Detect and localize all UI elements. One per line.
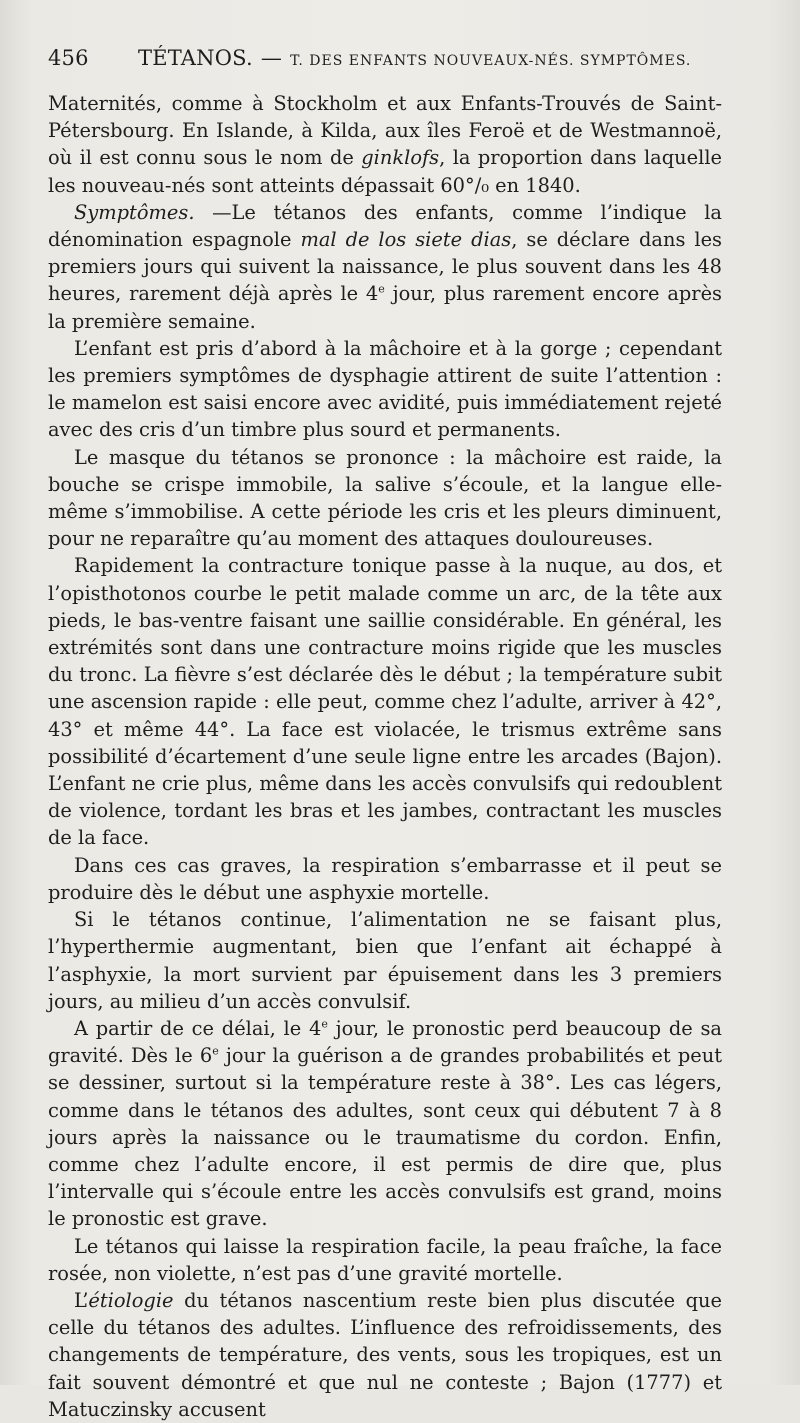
text-run: L’ — [74, 1288, 89, 1312]
paragraph: Le masque du tétanos se prononce : la mâchoire est raide, la bouche se crispe immobile, la salive s’écoule, et la langue elle-même s’immobilise. A cette période les cris et les pleurs diminuent, pour ne reparaître qu’au moment des attaques douloureuses. — [48, 445, 722, 551]
text-run: , se déclare dans les premiers jours qui suivent la naissance, le plus souvent dans les 48 heures, rarement déjà après le 4 — [48, 228, 723, 306]
text-run: Maternités, comme à Stockholm et aux Enfants-Trouvés de Saint-Pétersbourg. En Islande, à Kilda, aux îles Feroë et de Westmannoë, où il est connu sous le nom de — [48, 92, 722, 170]
paragraph: Dans ces cas graves, la respiration s’embarrasse et il peut se produire dès le début une asphyxie mortelle. — [48, 853, 722, 904]
text-run: , la proportion dans laquelle les nouveau-nés sont atteints dépassait 60°/₀ en 1840. — [48, 146, 722, 197]
text-run: jour, le pronostic perd beaucoup de sa gravité. Dès le 6 — [48, 1016, 722, 1068]
paragraph: Rapidement la contracture tonique passe à la nuque, au dos, et l’opisthotonos courbe le petit malade comme un arc, de la tête aux pieds, le bas-ventre faisant une saillie considérable. En général, les extrémités sont dans une contracture moins rigide que les muscles du tronc. La fièvre s’est déclarée dès le début ; la température subit une ascension rapide : elle peut, comme chez l’adulte, arriver à 42°, 43° et même 44°. La face est violacée, le trismus extrême sans possibilité d’écartement d’une seule ligne entre les arcades (Bajon). L’enfant ne crie plus, même dans les accès convulsifs qui redoublent de violence, tordant les bras et les jambes, contractant les muscles de la face. — [48, 554, 722, 850]
header-subtitle: T. DES ENFANTS NOUVEAUX-NÉS. SYMPTÔMES. — [290, 53, 692, 69]
paragraph: Le tétanos qui laisse la respiration facile, la peau fraîche, la face rosée, non violette, n’est pas d’une gravité mortelle. — [48, 1234, 722, 1285]
superscript: e — [378, 282, 385, 296]
page-number: 456 — [48, 46, 89, 70]
paragraph-symptoms — [48, 199, 722, 335]
paragraph-prognosis — [48, 1015, 722, 1233]
text-run: —Le tétanos des enfants, comme l’indique la dénomination espagnole — [48, 200, 722, 252]
text-run: A partir de ce délai, le 4 — [74, 1016, 322, 1040]
superscript: e — [321, 1017, 328, 1031]
paragraph-etiology — [48, 1287, 722, 1423]
superscript: e — [212, 1044, 219, 1058]
section-heading-symptomes: Symptômes. — [74, 200, 195, 224]
body-text — [48, 90, 722, 1423]
section-heading-etiologie: étiologie — [88, 1288, 174, 1312]
paragraph: Si le tétanos continue, l’alimentation ne se faisant plus, l’hyperthermie augmentant, bien que l’enfant ait échappé à l’asphyxie, la mort survient par épuisement dans les 3 premiers jours, au milieu d’un accès convulsif. — [48, 908, 722, 1013]
italic-term: ginklofs — [361, 146, 440, 170]
text-run: jour, plus rarement encore après la première semaine. — [48, 282, 722, 333]
header-separator: — — [260, 46, 283, 70]
header-title: TÉTANOS. — [138, 46, 253, 70]
paragraph: L’enfant est pris d’abord à la mâchoire et à la gorge ; cependant les premiers symptômes de dysphagie attirent de suite l’attention : le mamelon est saisi encore avec avidité, puis immédiatement rejeté avec des cris d’un timbre plus sourd et permanents. — [48, 336, 722, 442]
italic-term: mal de los siete dias — [300, 228, 512, 252]
text-run: du tétanos nascentium reste bien plus discutée que celle du tétanos des adultes. L’influence des refroidissements, des changements de température, des vents, sous les tropiques, est un fait souvent démontré et que nul ne conteste ; Bajon (1777) et Matuczinsky accusent — [48, 1288, 722, 1421]
running-header — [48, 46, 722, 90]
paragraph-continuation — [48, 90, 722, 199]
running-title — [138, 46, 691, 70]
text-run: jour la guérison a de grandes probabilités et peut se dessiner, surtout si la température reste à 38°. Les cas légers, comme dans le tétanos des adultes, sont ceux qui débutent 7 à 8 jours après la naissance ou le traumatisme du cordon. Enfin, comme chez l’adulte encore, il est permis de dire que, plus l’intervalle qui s’écoule entre les accès convulsifs est grand, moins le pronostic est grave. — [48, 1044, 722, 1231]
